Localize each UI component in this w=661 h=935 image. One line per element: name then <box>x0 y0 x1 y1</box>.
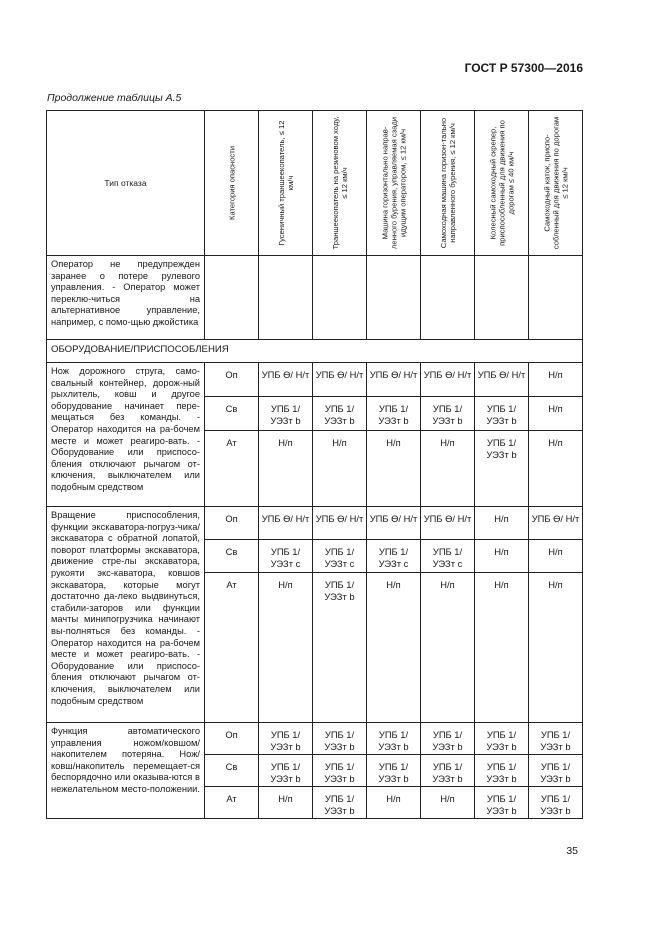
failure-description: Нож дорожного струга, само-свальный контейнер, дорож-ный рыхлитель, ковш и другое оборудование начинает пере-мещаться без команды. - Оператор находится на ра-бочем месте и может реагиро-вать. - Оборудование или приспосо-бления отключают рычагом от-ключения, выключателем или подобным средством <box>47 363 205 507</box>
section-row <box>47 340 583 363</box>
hazard-category-cell: Оп <box>205 363 259 397</box>
value-cell: Н/п <box>529 397 583 431</box>
table-header-row <box>47 111 583 256</box>
value-cell: УПБ 1/ УЭЗт b <box>313 723 367 755</box>
table-row <box>47 723 583 755</box>
column-header-hazard-category: Категория опасности <box>205 111 259 256</box>
value-cell: УПБ 1/ УЭЗт b <box>367 755 421 787</box>
hazard-category-cell: Св <box>205 397 259 431</box>
value-cell: УПБ 1/ УЭЗт b <box>529 723 583 755</box>
value-cell: УПБ 1/ УЭЗт b <box>259 397 313 431</box>
table-row <box>47 507 583 540</box>
value-cell: УПБ Ѳ/ Н/т <box>313 507 367 540</box>
table-row <box>47 363 583 397</box>
value-cell: Н/п <box>529 540 583 573</box>
value-cell: УПБ 1/ УЭЗт b <box>367 397 421 431</box>
table-caption: Продолжение таблицы А.5 <box>47 92 182 104</box>
value-cell: УПБ Ѳ/ Н/т <box>367 363 421 397</box>
document-header: ГОСТ Р 57300—2016 <box>464 61 583 75</box>
hazard-category-cell: Св <box>205 755 259 787</box>
hazard-table <box>46 110 583 819</box>
value-cell: УПБ Ѳ/ Н/т <box>367 507 421 540</box>
value-cell: УПБ 1/ УЭЗт b <box>529 787 583 819</box>
page-number: 35 <box>566 845 578 857</box>
value-cell: УПБ 1/ УЭЗт b <box>313 787 367 819</box>
value-cell: УПБ Ѳ/ Н/т <box>421 507 475 540</box>
value-cell: УПБ 1/ УЭЗт b <box>313 397 367 431</box>
value-cell: УПБ 1/ УЭЗт b <box>475 723 529 755</box>
failure-description: Функция автоматического управления ножом/ковшом/ накопителем потеряна. Нож/ ковш/накопитель перемещает-ся беспорядочно или оказыва-ются в нежелательном место-положении. <box>47 723 205 819</box>
value-cell: УПБ 1/ УЭЗт b <box>421 723 475 755</box>
value-cell: УПБ 1/ УЭЗт b <box>475 755 529 787</box>
value-cell: Н/п <box>367 573 421 723</box>
value-cell: УПБ 1/ УЭЗт b <box>475 787 529 819</box>
column-header-failure-type: Тип отказа <box>47 111 205 256</box>
column-header-crawler-trencher: Гусеничный траншеекопатель, ≤ 12 км/ч <box>259 111 313 256</box>
hazard-category-cell: Ат <box>205 573 259 723</box>
value-cell: УПБ Ѳ/ Н/т <box>313 363 367 397</box>
value-cell: УПБ 1/ УЭЗт c <box>313 540 367 573</box>
value-cell: УПБ 1/ УЭЗт b <box>259 723 313 755</box>
hazard-category-cell: Оп <box>205 507 259 540</box>
hazard-category-cell: Ат <box>205 787 259 819</box>
value-cell: Н/п <box>313 431 367 507</box>
value-cell: УПБ Ѳ/ Н/т <box>529 507 583 540</box>
value-cell: УПБ 1/ УЭЗт c <box>259 540 313 573</box>
value-cell: УПБ 1/ УЭЗт b <box>313 755 367 787</box>
hazard-category-cell: Ат <box>205 431 259 507</box>
column-header-wheeled-trencher: Траншеекопатель на резиновом ходу, ≤ 12 км/ч <box>313 111 367 256</box>
value-cell: Н/п <box>259 431 313 507</box>
value-cell: Н/п <box>475 540 529 573</box>
table-row <box>47 256 583 340</box>
column-header-roller: Самоходный каток, приспо-собленный для движения по дорогам ≤ 12 км/ч <box>529 111 583 256</box>
value-cell: Н/п <box>421 787 475 819</box>
value-cell: УПБ Ѳ/ Н/т <box>259 363 313 397</box>
failure-description: Оператор не предупрежден заранее о потере рулевого управления. - Оператор может переклю-читься на альтернативное управление, например, с помо-щью джойстика <box>47 256 205 340</box>
value-cell: УПБ 1/ УЭЗт b <box>313 573 367 723</box>
value-cell: Н/п <box>529 363 583 397</box>
value-cell: Н/п <box>421 573 475 723</box>
section-title: ОБОРУДОВАНИЕ/ПРИСПОСОБЛЕНИЯ <box>47 340 583 363</box>
value-cell: УПБ 1/ УЭЗт b <box>529 755 583 787</box>
failure-description: Вращение приспособления, функции экскаватора-погруз-чика/экскаватора с обратной лопатой, поворот платформы экскаватора, движение стре-лы экскаватора, рукояти экс-каватора, ковшов экскаватора, которые могут достаточно да-леко выдвинуться, стабили-заторов или функции мачты минипогрузчика начинают вы-полняться без команды. - Оператор находится на ра-бочем месте и может реагиро-вать. - Оборудование или приспосо-бления отключают рычагом от-ключения, выключателем или подобным средством <box>47 507 205 723</box>
value-cell: УПБ Ѳ/ Н/т <box>421 363 475 397</box>
value-cell: УПБ 1/ УЭЗт b <box>259 755 313 787</box>
value-cell: Н/п <box>259 787 313 819</box>
column-header-self-propelled-hdd: Самоходная машина горизон-тально направленного бурения, ≤ 12 км/ч <box>421 111 475 256</box>
value-cell: УПБ 1/ УЭЗт b <box>367 723 421 755</box>
value-cell: Н/п <box>529 431 583 507</box>
value-cell: Н/п <box>367 431 421 507</box>
value-cell: УПБ 1/ УЭЗт b <box>475 431 529 507</box>
value-cell: Н/п <box>475 507 529 540</box>
value-cell: УПБ 1/ УЭЗт b <box>421 397 475 431</box>
value-cell: Н/п <box>259 573 313 723</box>
value-cell: Н/п <box>421 431 475 507</box>
value-cell: Н/п <box>475 573 529 723</box>
value-cell: УПБ 1/ УЭЗт b <box>475 397 529 431</box>
hazard-category-cell: Св <box>205 540 259 573</box>
value-cell: УПБ 1/ УЭЗт c <box>421 540 475 573</box>
value-cell: УПБ Ѳ/ Н/т <box>259 507 313 540</box>
value-cell: Н/п <box>367 787 421 819</box>
value-cell: УПБ Ѳ/ Н/т <box>475 363 529 397</box>
column-header-wheeled-scraper: Колесный самоходный скрепер, приспособленный для движения по дорогам ≤ 40 км/ч <box>475 111 529 256</box>
value-cell: УПБ 1/ УЭЗт b <box>421 755 475 787</box>
value-cell: Н/п <box>529 573 583 723</box>
column-header-walk-behind-hdd: Машина горизонтально направ-ленного бурения, управляемая сзади идущим оператором, ≤ 12 км/ч <box>367 111 421 256</box>
hazard-category-cell: Оп <box>205 723 259 755</box>
value-cell: УПБ 1/ УЭЗт c <box>367 540 421 573</box>
